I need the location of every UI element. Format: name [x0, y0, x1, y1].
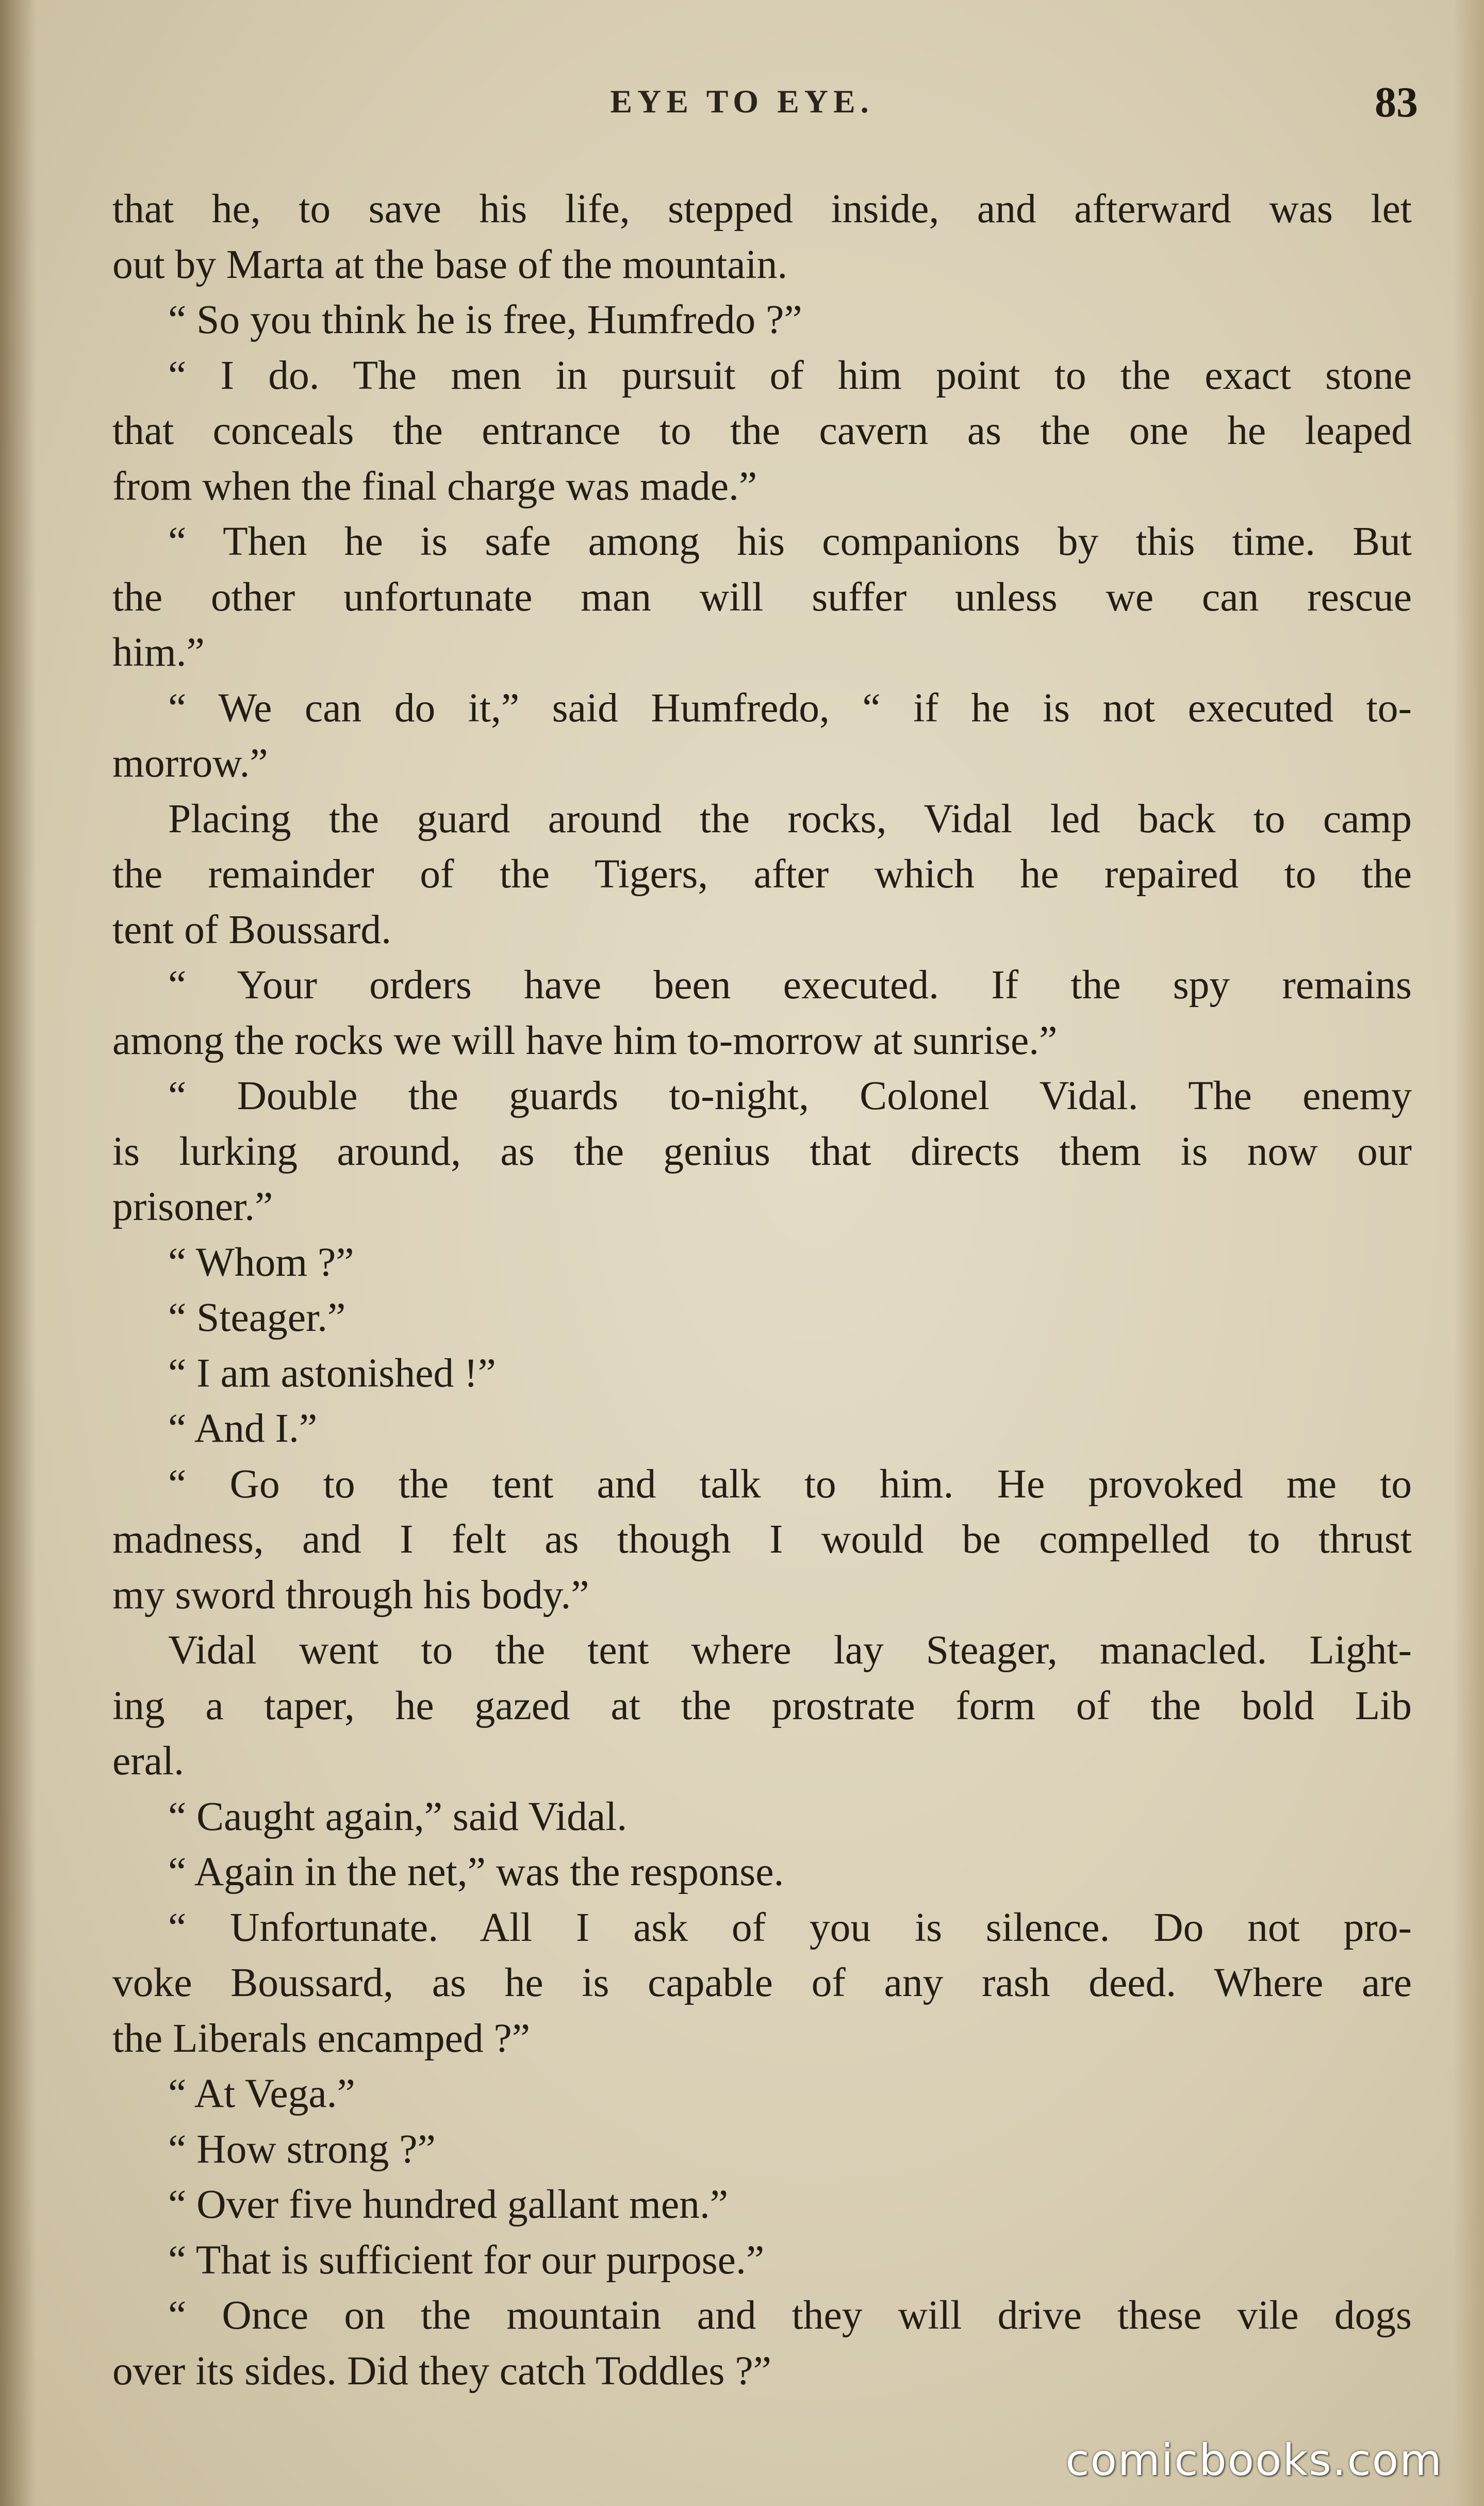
text-line: “ Unfortunate. All I ask of you is silence. Do not pro- — [168, 1904, 1412, 1950]
text-line: tent of Boussard. — [112, 906, 391, 952]
page-number: 83 — [1375, 78, 1418, 126]
body-text — [112, 182, 1412, 2399]
text-line: the other unfortunate man will suffer unless we can rescue — [112, 574, 1412, 620]
text-line: “ At Vega.” — [168, 2071, 355, 2116]
text-line: “ Double the guards to-night, Colonel Vidal. The enemy — [168, 1073, 1412, 1118]
text-line: from when the final charge was made.” — [112, 463, 757, 509]
text-line: Vidal went to the tent where lay Steager, manacled. Light- — [168, 1627, 1412, 1673]
text-line: “ How strong ?” — [168, 2126, 436, 2172]
text-line: “ Again in the net,” was the response. — [168, 1849, 784, 1894]
text-line: him.” — [112, 630, 205, 675]
text-line: “ Go to the tent and talk to him. He provoked me to — [168, 1461, 1412, 1507]
text-line: “ That is sufficient for our purpose.” — [168, 2237, 765, 2283]
text-line: the Liberals encamped ?” — [112, 2015, 531, 2061]
text-line: “ Whom ?” — [168, 1239, 354, 1285]
text-line: “ Your orders have been executed. If the spy remains — [168, 962, 1412, 1008]
text-line: that he, to save his life, stepped inside, and afterward was let — [112, 186, 1412, 232]
text-line: “ So you think he is free, Humfredo ?” — [168, 297, 802, 342]
text-line: Placing the guard around the rocks, Vidal led back to camp — [168, 796, 1412, 842]
text-line: “ Once on the mountain and they will drive these vile dogs — [168, 2293, 1412, 2338]
text-line: “ Over five hundred gallant men.” — [168, 2182, 729, 2227]
running-head — [0, 77, 1484, 134]
text-line: morrow.” — [112, 740, 268, 786]
text-line: “ Then he is safe among his companions by this time. But — [168, 519, 1412, 564]
text-line: the remainder of the Tigers, after which he repaired to the — [112, 851, 1412, 897]
text-line: is lurking around, as the genius that directs them is now our — [112, 1128, 1412, 1174]
text-line: prisoner.” — [112, 1184, 273, 1229]
running-head-title: EYE TO EYE. — [610, 83, 874, 120]
text-line: madness, and I felt as though I would be compelled to thrust — [112, 1516, 1412, 1562]
text-line: ing a taper, he gazed at the prostrate form of the bold Lib — [112, 1683, 1412, 1728]
text-line: “ And I.” — [168, 1406, 318, 1451]
text-line: “ Caught again,” said Vidal. — [168, 1793, 628, 1839]
text-line: out by Marta at the base of the mountain. — [112, 241, 788, 287]
text-line: “ I do. The men in pursuit of him point to the exact stone — [168, 352, 1412, 398]
text-line: among the rocks we will have him to-morrow at sunrise.” — [112, 1017, 1058, 1063]
text-line: over its sides. Did they catch Toddles ?” — [112, 2348, 771, 2394]
text-line: that conceals the entrance to the cavern as the one he leaped — [112, 408, 1412, 453]
watermark: comicbooks.com — [1065, 2435, 1443, 2485]
text-line: eral. — [112, 1738, 185, 1784]
text-line: “ We can do it,” said Humfredo, “ if he is not executed to- — [168, 685, 1412, 731]
text-line: voke Boussard, as he is capable of any rash deed. Where are — [112, 1960, 1412, 2005]
text-line: my sword through his body.” — [112, 1572, 589, 1618]
text-line: “ Steager.” — [168, 1295, 346, 1340]
text-line: “ I am astonished !” — [168, 1350, 496, 1396]
